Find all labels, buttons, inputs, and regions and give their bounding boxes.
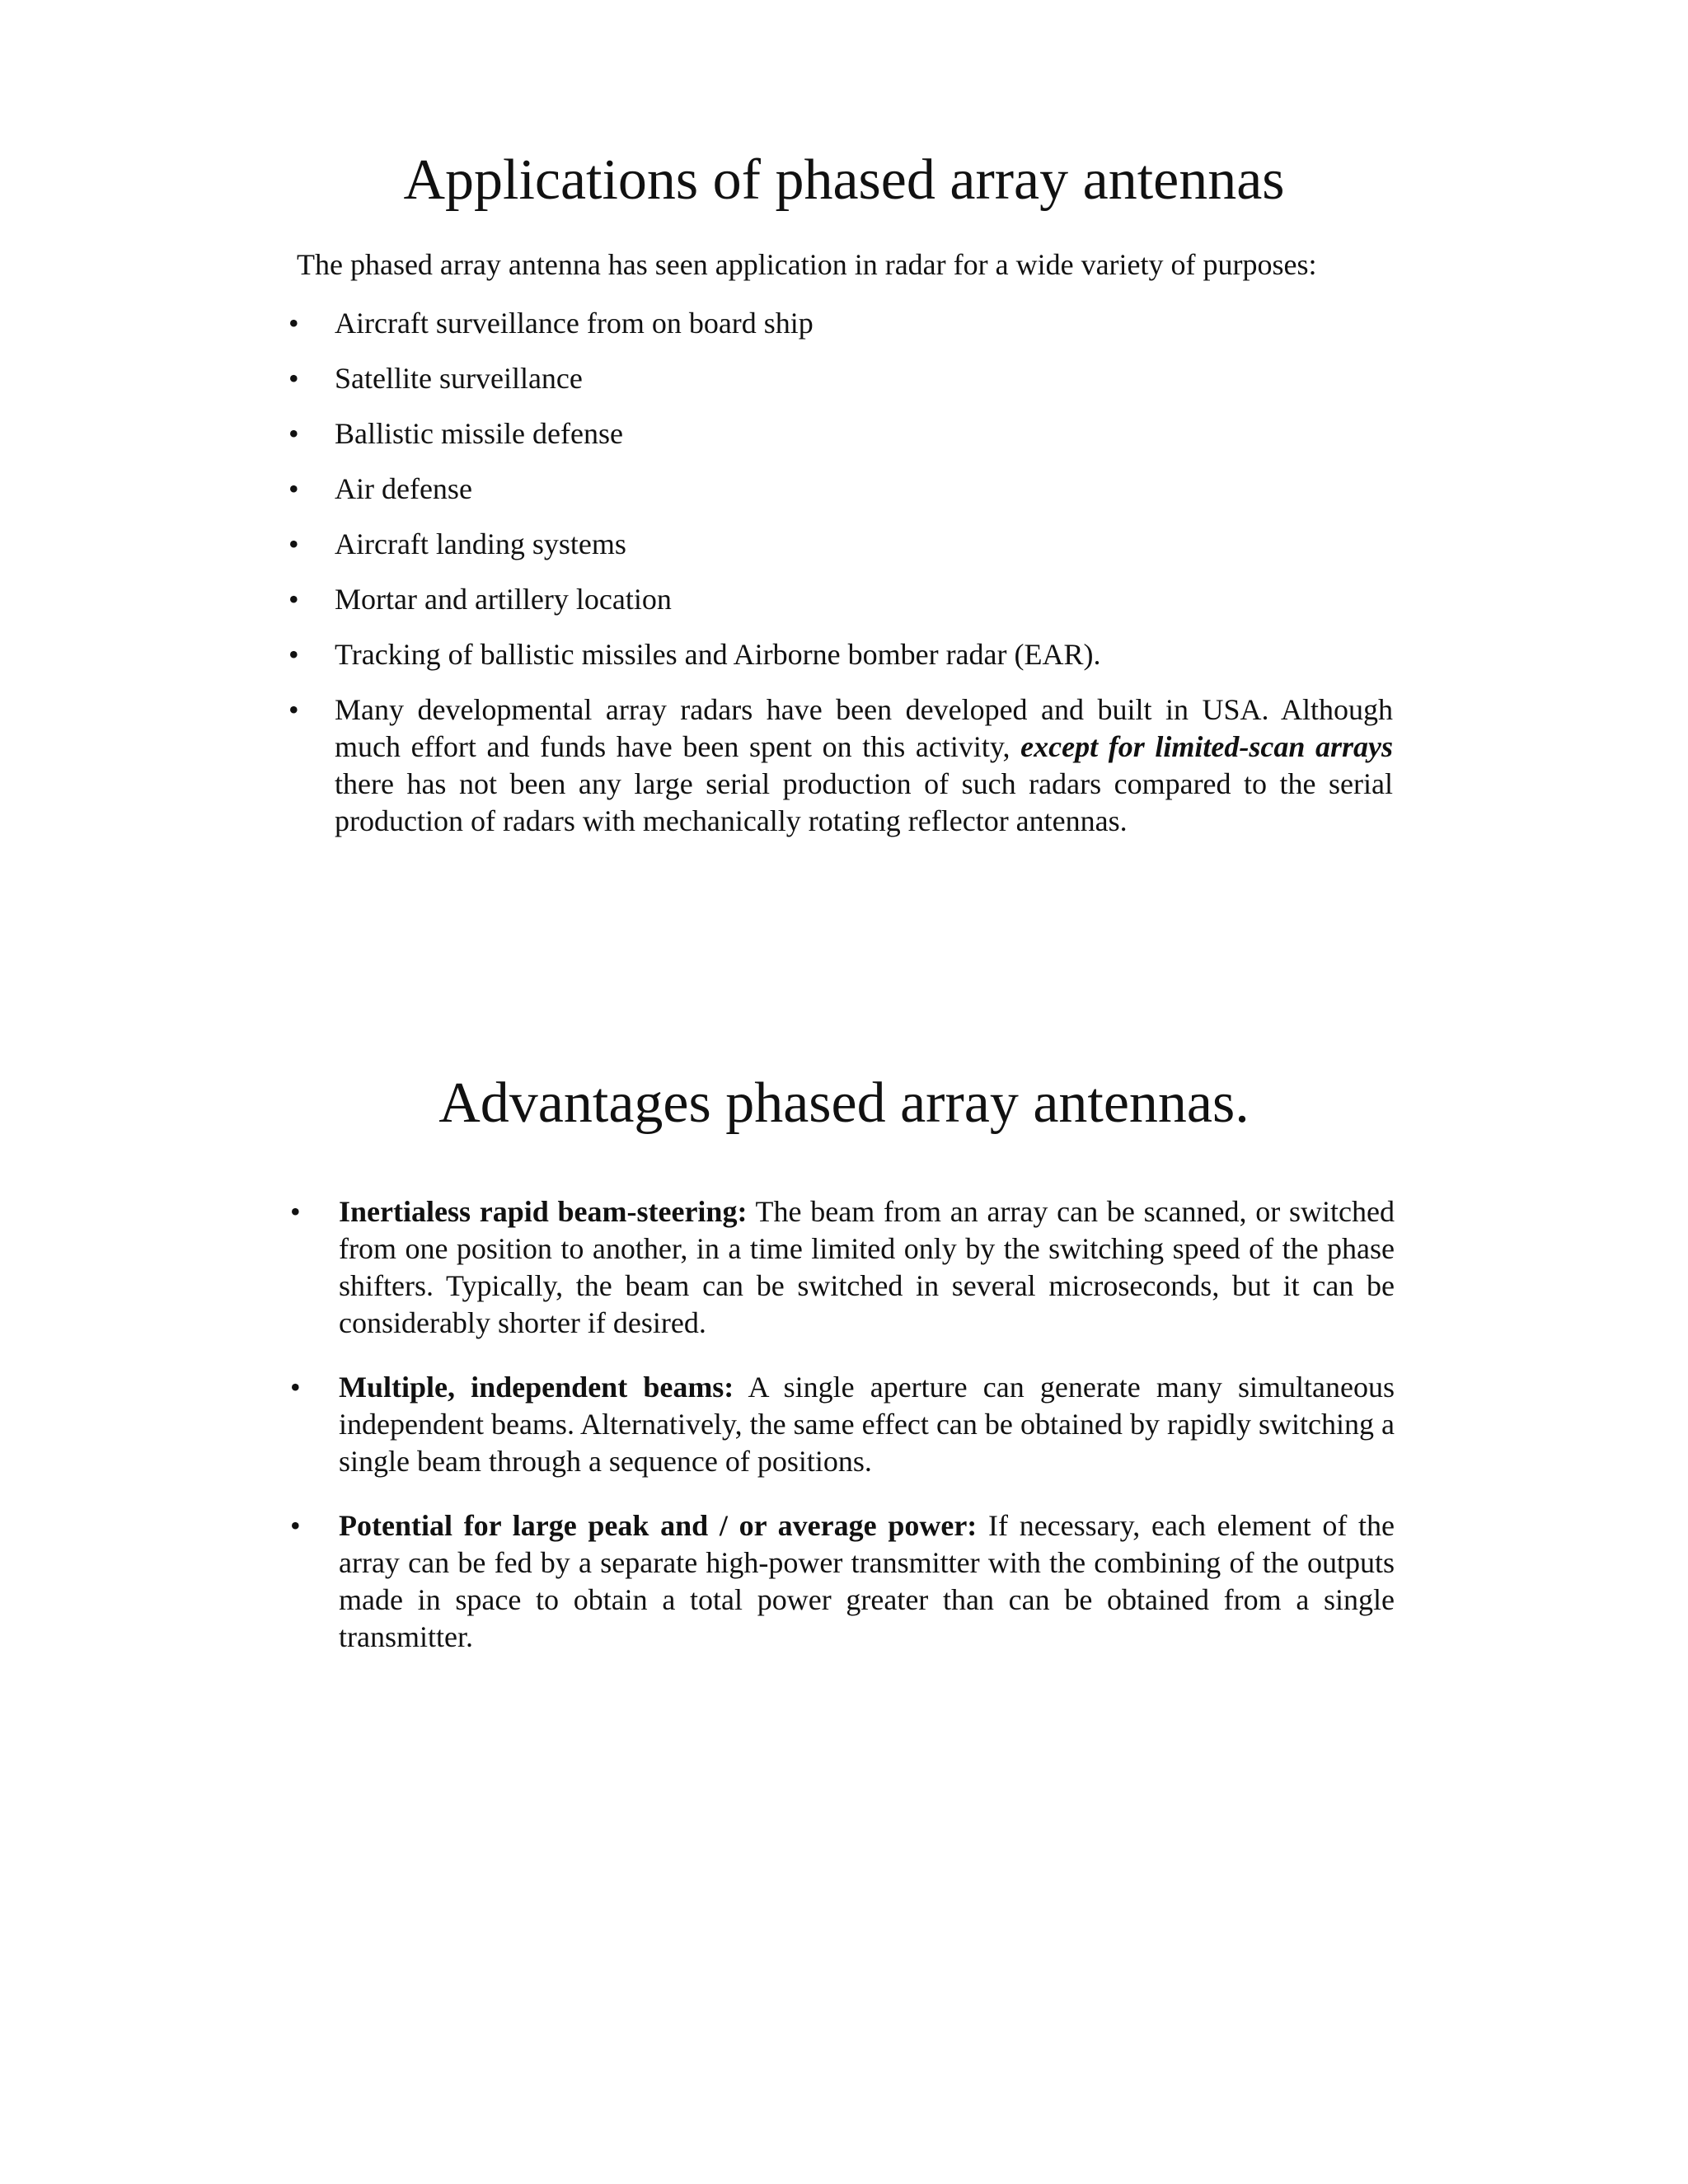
list-item-text: Many developmental array radars have been developed and built in USA. Although much effort and funds have been spent on this activity, <box>335 693 1393 763</box>
list-item <box>290 1193 1395 1342</box>
emphasis-text: except for limited-scan arrays <box>1020 730 1393 763</box>
advantage-text: A single aperture can generate many simultaneous independent beams. Alternatively, the same effect can be obtained by rapidly switching a single beam through a sequence of positions. <box>339 1371 1395 1478</box>
list-item <box>290 1369 1395 1480</box>
applications-intro: The phased array antenna has seen application in radar for a wide variety of purposes: <box>297 248 1317 281</box>
list-item: • Aircraft landing systems <box>288 526 1393 563</box>
list-item-text: there has not been any large serial production of such radars compared to the serial production of radars with mechanically rotating reflector antennas. <box>335 767 1393 837</box>
list-item: • Ballistic missile defense <box>288 415 1393 452</box>
list-item: • Aircraft surveillance from on board ship <box>288 305 1393 342</box>
advantage-text: If necessary, each element of the array can be fed by a separate high-power transmitter with the combining of the outputs made in space to obtain a total power greater than can be obtained from a single transmitter. <box>339 1509 1395 1653</box>
advantages-list <box>290 1193 1395 1683</box>
list-item: • Tracking of ballistic missiles and Airborne bomber radar (EAR). <box>288 636 1393 673</box>
advantage-heading: Inertialess rapid beam-steering: <box>339 1195 748 1228</box>
advantages-title: Advantages phased array antennas. <box>438 1071 1250 1135</box>
advantage-heading: Potential for large peak and / or average power: <box>339 1509 978 1542</box>
list-item <box>290 1507 1395 1656</box>
advantage-text: The beam from an array can be scanned, or switched from one position to another, in a time limited only by the switching speed of the phase shifters. Typically, the beam can be switched in several microseconds, but it can be considerably shorter if desired. <box>339 1195 1395 1339</box>
advantage-heading: Multiple, independent beams: <box>339 1371 734 1404</box>
applications-title: Applications of phased array antennas <box>403 148 1285 212</box>
list-item <box>288 691 1393 840</box>
list-item: • Mortar and artillery location <box>288 581 1393 618</box>
list-item: • Satellite surveillance <box>288 360 1393 397</box>
applications-list <box>288 305 1393 858</box>
list-item: • Air defense <box>288 471 1393 508</box>
